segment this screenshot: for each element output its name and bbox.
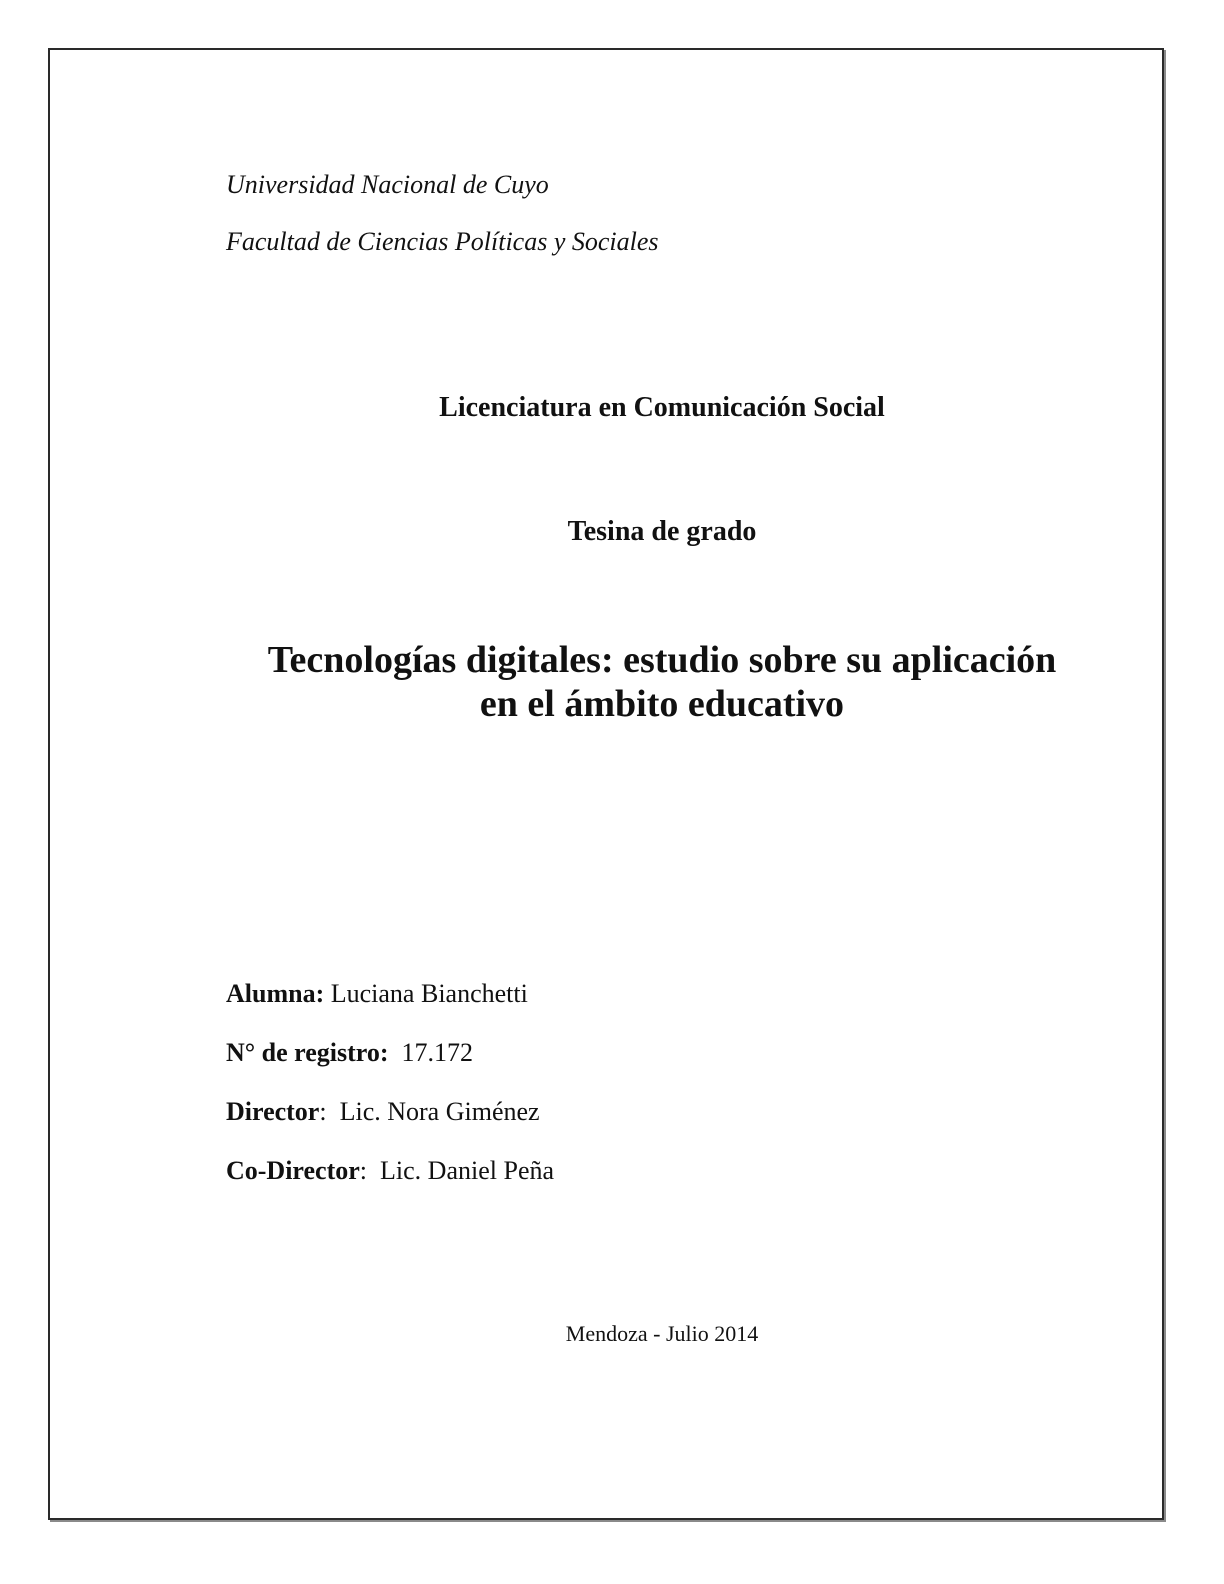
thesis-title-line-1: Tecnologías digitales: estudio sobre su aplicación xyxy=(267,639,1057,681)
student-row xyxy=(226,979,528,1009)
registration-number: 17.172 xyxy=(401,1038,474,1067)
director-name: Lic. Nora Giménez xyxy=(339,1097,540,1126)
director-row: Director: Lic. Nora Giménez xyxy=(226,1097,540,1126)
codirector-name: Lic. Daniel Peña xyxy=(380,1156,555,1185)
codirector-row: Co-Director: Lic. Daniel Peña xyxy=(226,1156,555,1185)
student-label: Alumna: xyxy=(226,979,325,1008)
degree-program: Licenciatura en Comunicación Social xyxy=(439,392,885,423)
registration-row xyxy=(226,1038,473,1068)
university-name: Universidad Nacional de Cuyo xyxy=(226,170,549,199)
place-and-date: Mendoza - Julio 2014 xyxy=(565,1321,759,1346)
page-border xyxy=(48,48,1164,1520)
faculty-name: Facultad de Ciencias Políticas y Sociales xyxy=(226,227,659,256)
thesis-title-line-2: en el ámbito educativo xyxy=(479,683,845,725)
thesis-type: Tesina de grado xyxy=(567,516,757,547)
student-name: Luciana Bianchetti xyxy=(330,979,528,1008)
registration-label: N° de registro: xyxy=(226,1038,389,1067)
thesis-title xyxy=(200,638,1124,726)
director-label: Director xyxy=(226,1097,320,1126)
codirector-label: Co-Director xyxy=(226,1156,360,1185)
